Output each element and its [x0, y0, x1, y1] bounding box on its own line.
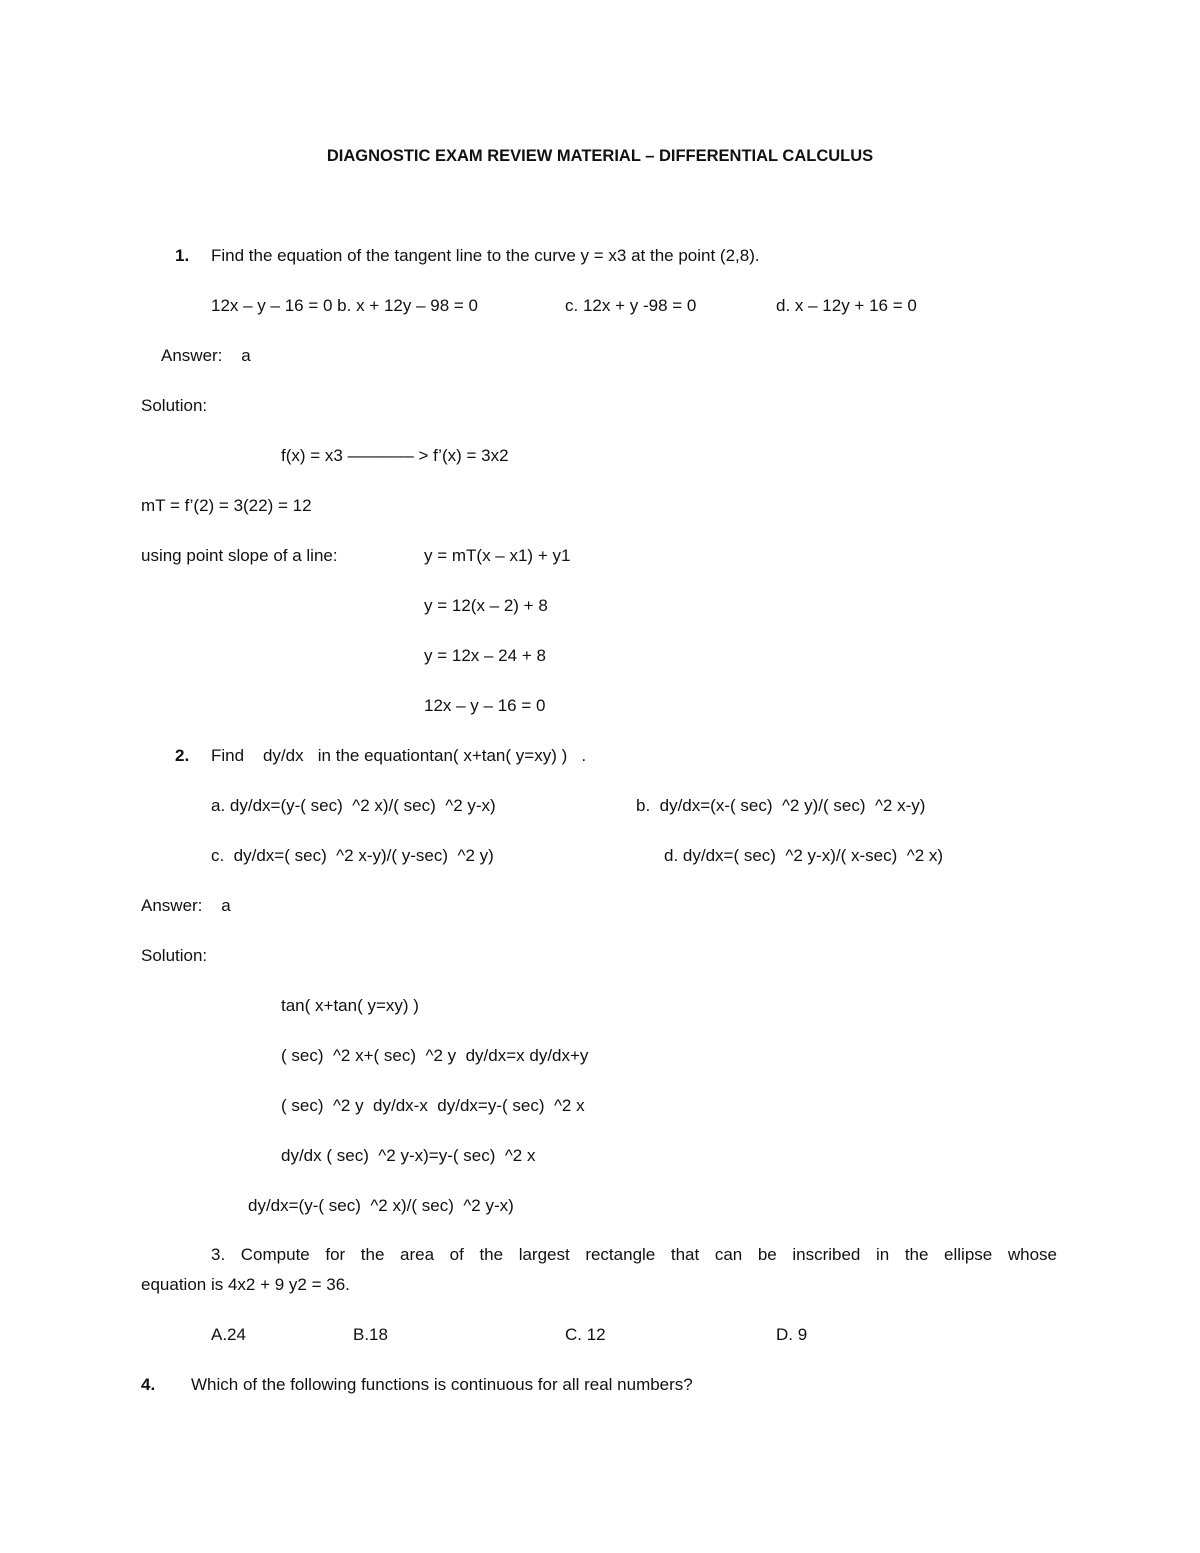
q2-choice-c: c. dy/dx=(⁡ sec)⁡ ^2 x-y)/(⁡ y-sec)⁡ ^2 y): [211, 846, 494, 865]
q1-step-4: y = 12(x – 2) + 8: [424, 596, 548, 615]
q2-step-1: tan⁡( x+tan⁡( y=xy)⁡ )⁡: [281, 996, 419, 1015]
q2-step-3: (⁡ sec)⁡ ^2 y dy/dx-x dy/dx=y-(⁡ sec)⁡ ^2 x: [281, 1096, 585, 1115]
q1-text: Find the equation of the tangent line to the curve y = x3 at the point (2,8).: [211, 246, 760, 265]
q3-choice-b: B.18: [353, 1325, 388, 1344]
q2-solution-label: Solution:: [141, 946, 208, 965]
q1-step-3-label: using point slope of a line:: [141, 546, 338, 565]
q2-step-5: dy/dx=(y-(⁡ sec)⁡ ^2 x)/(⁡ sec)⁡ ^2 y-x): [248, 1196, 514, 1215]
q1-choice-ab: 12x – y – 16 = 0 b. x + 12y – 98 = 0: [211, 296, 478, 315]
q1-step-6: 12x – y – 16 = 0: [424, 696, 546, 715]
q1-number: 1.: [175, 246, 190, 265]
q2-number: 2.: [175, 746, 190, 765]
q4-text: Which of the following functions is continuous for all real numbers?: [191, 1375, 693, 1394]
q3-choice-c: C. 12: [565, 1325, 606, 1344]
q1-choice-d: d. x – 12y + 16 = 0: [776, 296, 917, 315]
q1-choice-c: c. 12x + y -98 = 0: [565, 296, 697, 315]
q1-step-5: y = 12x – 24 + 8: [424, 646, 546, 665]
q3-text: 3. Compute for the area of the largest rectangle that can be inscribed in the ellipse whose: [211, 1245, 1057, 1264]
q2-choice-a: a. dy/dx=(y-(⁡ sec)⁡ ^2 x)/(⁡ sec)⁡ ^2 y-x): [211, 796, 496, 815]
q3-choice-a: A.24: [211, 1325, 246, 1344]
q3-text-cont: equation is 4x2 + 9 y2 = 36.: [141, 1275, 350, 1294]
q1-answer: Answer: a: [161, 346, 251, 365]
q2-choice-b: b. dy/dx=(x-(⁡ sec)⁡ ^2 y)/(⁡ sec)⁡ ^2 x-y): [636, 796, 926, 815]
q2-step-2: (⁡ sec)⁡ ^2 x+(⁡ sec)⁡ ^2 y dy/dx=x dy/dx+y: [281, 1046, 589, 1065]
q2-step-4: dy/dx (⁡ sec)⁡ ^2 y-x)=y-(⁡ sec)⁡ ^2 x: [281, 1146, 536, 1165]
q3-choice-d: D. 9: [776, 1325, 808, 1344]
q1-step-1: f(x) = x3 ––––––– > f’(x) = 3x2: [281, 446, 509, 465]
q4-number: 4.: [141, 1375, 156, 1394]
q1-solution-label: Solution:: [141, 396, 208, 415]
q2-answer: Answer: a: [141, 896, 231, 915]
q2-choice-d: d. dy/dx=(⁡ sec)⁡ ^2 y-x)/(⁡ x-sec)⁡ ^2 x): [664, 846, 944, 865]
q1-step-2: mT = f’(2) = 3(22) = 12: [141, 496, 312, 515]
q2-text: Find dy/dx in the equationtan⁡( x+tan⁡( y=xy)⁡ )⁡ .: [211, 746, 587, 765]
q1-step-3: y = mT(x – x1) + y1: [424, 546, 571, 565]
page-title: DIAGNOSTIC EXAM REVIEW MATERIAL – DIFFERENTIAL CALCULUS: [326, 147, 874, 165]
